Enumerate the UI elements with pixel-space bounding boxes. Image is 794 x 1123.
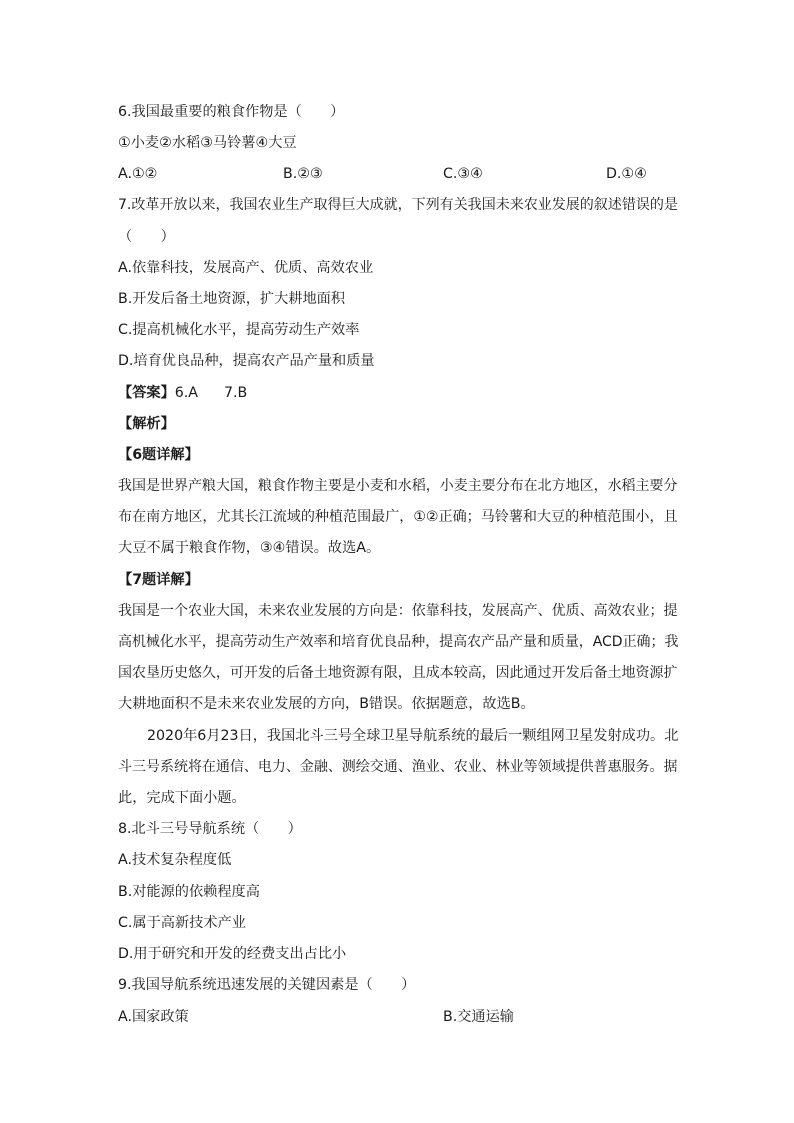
q6-option-b: B.②③	[283, 166, 323, 182]
q9-stem: 9.我国导航系统迅速发展的关键因素是（ ）	[118, 977, 416, 993]
q6-analysis-heading: 【6题详解】	[118, 447, 199, 463]
analysis-label: 【解析】	[118, 416, 175, 432]
q8-option-b: B.对能源的依赖程度高	[118, 884, 260, 900]
q7-option-b: B.开发后备土地资源，扩大耕地面积	[118, 291, 346, 307]
answer-q7: 7.B	[224, 385, 248, 401]
answer-q6: 6.A	[174, 385, 199, 401]
passage-line-2: 斗三号系统将在通信、电力、金融、测绘交通、渔业、农业、林业等领域提供普惠服务。据	[118, 759, 678, 775]
passage-line-3: 此，完成下面小题。	[118, 790, 246, 806]
q8-stem: 8.北斗三号导航系统（ ）	[118, 821, 302, 837]
q9-option-b: B.交通运输	[443, 1009, 514, 1025]
q6-option-d: D.①④	[606, 166, 647, 182]
q6-analysis-line-2: 布在南方地区，尤其长江流域的种植范围最广，①②正确；马铃薯和大豆的种植范围小，且	[118, 509, 678, 525]
q7-analysis-line-2: 高机械化水平，提高劳动生产效率和培育优良品种，提高农产品产量和质量，ACD正确；我	[118, 634, 679, 650]
q6-items: ①小麦②水稻③马铃薯④大豆	[118, 135, 297, 151]
q6-option-a: A.①②	[118, 166, 158, 182]
q8-option-a: A.技术复杂程度低	[118, 852, 232, 868]
q6-option-c: C.③④	[443, 166, 483, 182]
q7-option-c: C.提高机械化水平，提高劳动生产效率	[118, 322, 360, 338]
q7-option-d: D.培育优良品种，提高农产品产量和质量	[118, 353, 375, 369]
q7-analysis-heading: 【7题详解】	[118, 572, 199, 588]
answer-label: 【答案】	[118, 385, 175, 401]
q9-option-a: A.国家政策	[118, 1009, 189, 1025]
q6-analysis-line-1: 我国是世界产粮大国，粮食作物主要是小麦和水稻，小麦主要分布在北方地区，水稻主要分	[118, 478, 678, 494]
passage-line-1: 2020年6月23日，我国北斗三号全球卫星导航系统的最后一颗组网卫星发射成功。北	[147, 728, 679, 744]
answer-line	[118, 383, 247, 403]
q7-analysis-line-4: 大耕地面积不是未来农业发展的方向，B错误。依据题意，故选B。	[118, 696, 535, 712]
q8-option-d: D.用于研究和开发的经费支出占比小	[118, 946, 347, 962]
q7-option-a: A.依靠科技，发展高产、优质、高效农业	[118, 260, 374, 276]
q7-analysis-line-3: 国农垦历史悠久，可开发的后备土地资源有限，且成本较高，因此通过开发后备土地资源扩	[118, 665, 678, 681]
q6-analysis-line-3: 大豆不属于粮食作物，③④错误。故选A。	[118, 540, 381, 556]
q6-stem: 6.我国最重要的粮食作物是（ ）	[118, 104, 345, 120]
q7-analysis-line-1: 我国是一个农业大国，未来农业发展的方向是：依靠科技，发展高产、优质、高效农业；提	[118, 603, 678, 619]
q8-option-c: C.属于高新技术产业	[118, 915, 246, 931]
q7-stem-line-1: 7.改革开放以来，我国农业生产取得巨大成就，下列有关我国未来农业发展的叙述错误的是	[118, 197, 678, 213]
q7-stem-line-2: （ ）	[118, 229, 175, 245]
